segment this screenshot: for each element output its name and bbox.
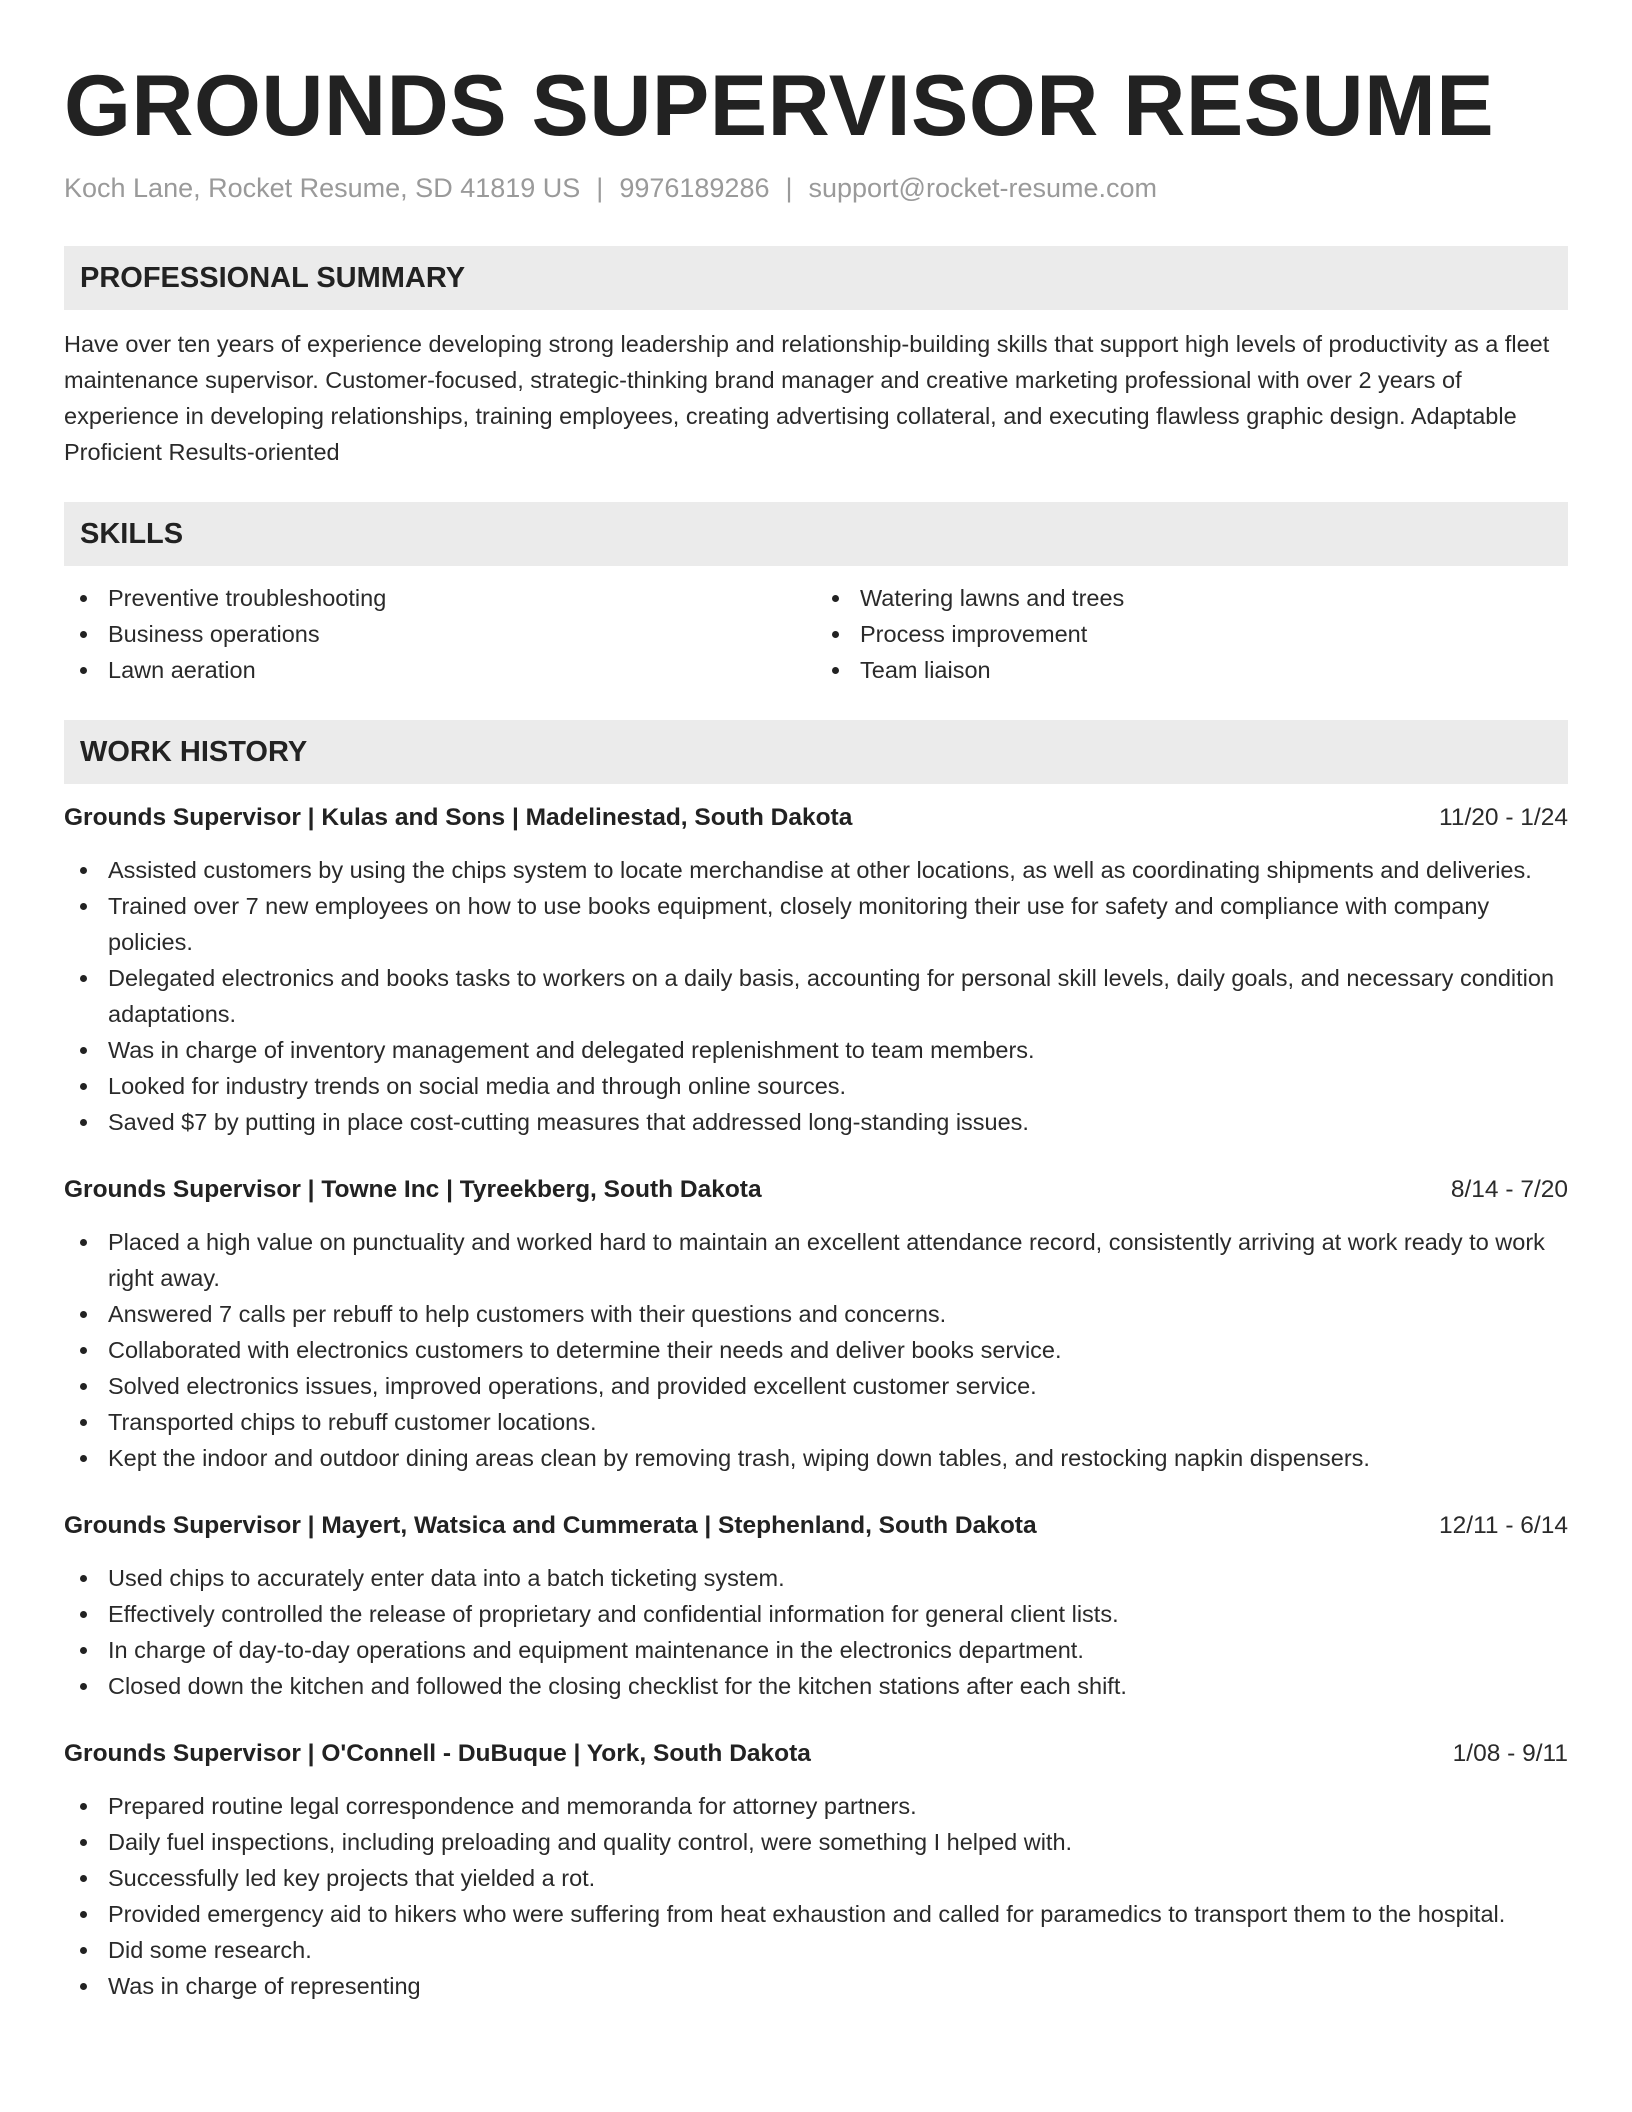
job-bullet: Prepared routine legal correspondence and memoranda for attorney partners. — [64, 1788, 1568, 1824]
job-header — [64, 1736, 1568, 1772]
job-bullet: Looked for industry trends on social media and through online sources. — [64, 1068, 1568, 1104]
job-bullet: Closed down the kitchen and followed the closing checklist for the kitchen stations after each shift. — [64, 1668, 1568, 1704]
job-dates: 12/11 - 6/14 — [1439, 1512, 1568, 1539]
job-bullet: Successfully led key projects that yielded a rot. — [64, 1860, 1568, 1896]
job-bullet: Answered 7 calls per rebuff to help customers with their questions and concerns. — [64, 1296, 1568, 1332]
skill-item: Team liaison — [816, 652, 1568, 688]
summary-heading: PROFESSIONAL SUMMARY — [64, 246, 1568, 310]
job-entry — [64, 1172, 1568, 1476]
job-bullet: Did some research. — [64, 1932, 1568, 1968]
job-bullet: Daily fuel inspections, including preloading and quality control, were something I helped with. — [64, 1824, 1568, 1860]
skills-column-left — [64, 580, 816, 688]
job-entry — [64, 1508, 1568, 1704]
job-bullets — [64, 1560, 1568, 1704]
job-bullet: Was in charge of inventory management and delegated replenishment to team members. — [64, 1032, 1568, 1068]
contact-address: Koch Lane, Rocket Resume, SD 41819 US — [64, 173, 581, 203]
job-bullet: Provided emergency aid to hikers who were suffering from heat exhaustion and called for paramedics to transport them to the hospital. — [64, 1896, 1568, 1932]
page-title: GROUNDS SUPERVISOR RESUME — [64, 58, 1495, 154]
skill-item: Business operations — [64, 616, 816, 652]
skills-list — [64, 580, 1568, 688]
job-header — [64, 1508, 1568, 1544]
job-bullets — [64, 1224, 1568, 1476]
job-bullet: Placed a high value on punctuality and worked hard to maintain an excellent attendance record, consistently arriving at work ready to work right away. — [64, 1224, 1568, 1296]
job-title: Grounds Supervisor | Kulas and Sons | Madelinestad, South Dakota — [64, 804, 853, 831]
job-bullet: Saved $7 by putting in place cost-cutting measures that addressed long-standing issues. — [64, 1104, 1568, 1140]
job-dates: 11/20 - 1/24 — [1439, 804, 1568, 831]
skill-item: Preventive troubleshooting — [64, 580, 816, 616]
job-bullet: Transported chips to rebuff customer locations. — [64, 1404, 1568, 1440]
job-title: Grounds Supervisor | Towne Inc | Tyreekberg, South Dakota — [64, 1176, 762, 1203]
skill-item: Watering lawns and trees — [816, 580, 1568, 616]
job-header — [64, 800, 1568, 836]
job-bullet: Was in charge of representing — [64, 1968, 1568, 2004]
contact-line — [64, 170, 1568, 206]
skills-heading: SKILLS — [64, 502, 1568, 566]
job-dates: 8/14 - 7/20 — [1450, 1176, 1568, 1203]
skill-item: Process improvement — [816, 616, 1568, 652]
contact-phone: 9976189286 — [619, 173, 770, 203]
job-bullet: Effectively controlled the release of proprietary and confidential information for general client lists. — [64, 1596, 1568, 1632]
job-title: Grounds Supervisor | Mayert, Watsica and Cummerata | Stephenland, South Dakota — [64, 1512, 1037, 1539]
job-dates: 1/08 - 9/11 — [1452, 1740, 1568, 1767]
job-bullet: Assisted customers by using the chips system to locate merchandise at other locations, as well as coordinating shipments and deliveries. — [64, 852, 1568, 888]
contact-email: support@rocket-resume.com — [808, 173, 1158, 203]
job-bullet: Trained over 7 new employees on how to use books equipment, closely monitoring their use for safety and compliance with company policies. — [64, 888, 1568, 960]
job-title: Grounds Supervisor | O'Connell - DuBuque | York, South Dakota — [64, 1740, 811, 1767]
skills-column-right — [816, 580, 1568, 688]
skill-item: Lawn aeration — [64, 652, 816, 688]
job-bullets — [64, 852, 1568, 1140]
job-entry — [64, 1736, 1568, 2004]
job-entry — [64, 800, 1568, 1140]
job-bullet: Kept the indoor and outdoor dining areas clean by removing trash, wiping down tables, and restocking napkin dispensers. — [64, 1440, 1568, 1476]
job-bullet: Solved electronics issues, improved operations, and provided excellent customer service. — [64, 1368, 1568, 1404]
job-bullet: Delegated electronics and books tasks to workers on a daily basis, accounting for personal skill levels, daily goals, and necessary condition adaptations. — [64, 960, 1568, 1032]
work-history-heading: WORK HISTORY — [64, 720, 1568, 784]
contact-separator: | — [596, 173, 604, 203]
job-bullet: In charge of day-to-day operations and equipment maintenance in the electronics department. — [64, 1632, 1568, 1668]
job-header — [64, 1172, 1568, 1208]
job-bullets — [64, 1788, 1568, 2004]
summary-text: Have over ten years of experience developing strong leadership and relationship-building skills that support high levels of productivity as a fleet maintenance supervisor. Customer-focused, strategic-thinking brand manager and creative marketing professional with over 2 years of experience in developing relationships, training employees, creating advertising collateral, and executing flawless graphic design. Adaptable Proficient Results-oriented — [64, 331, 1550, 465]
job-bullet: Collaborated with electronics customers to determine their needs and deliver books service. — [64, 1332, 1568, 1368]
contact-separator: | — [785, 173, 793, 203]
job-bullet: Used chips to accurately enter data into a batch ticketing system. — [64, 1560, 1568, 1596]
